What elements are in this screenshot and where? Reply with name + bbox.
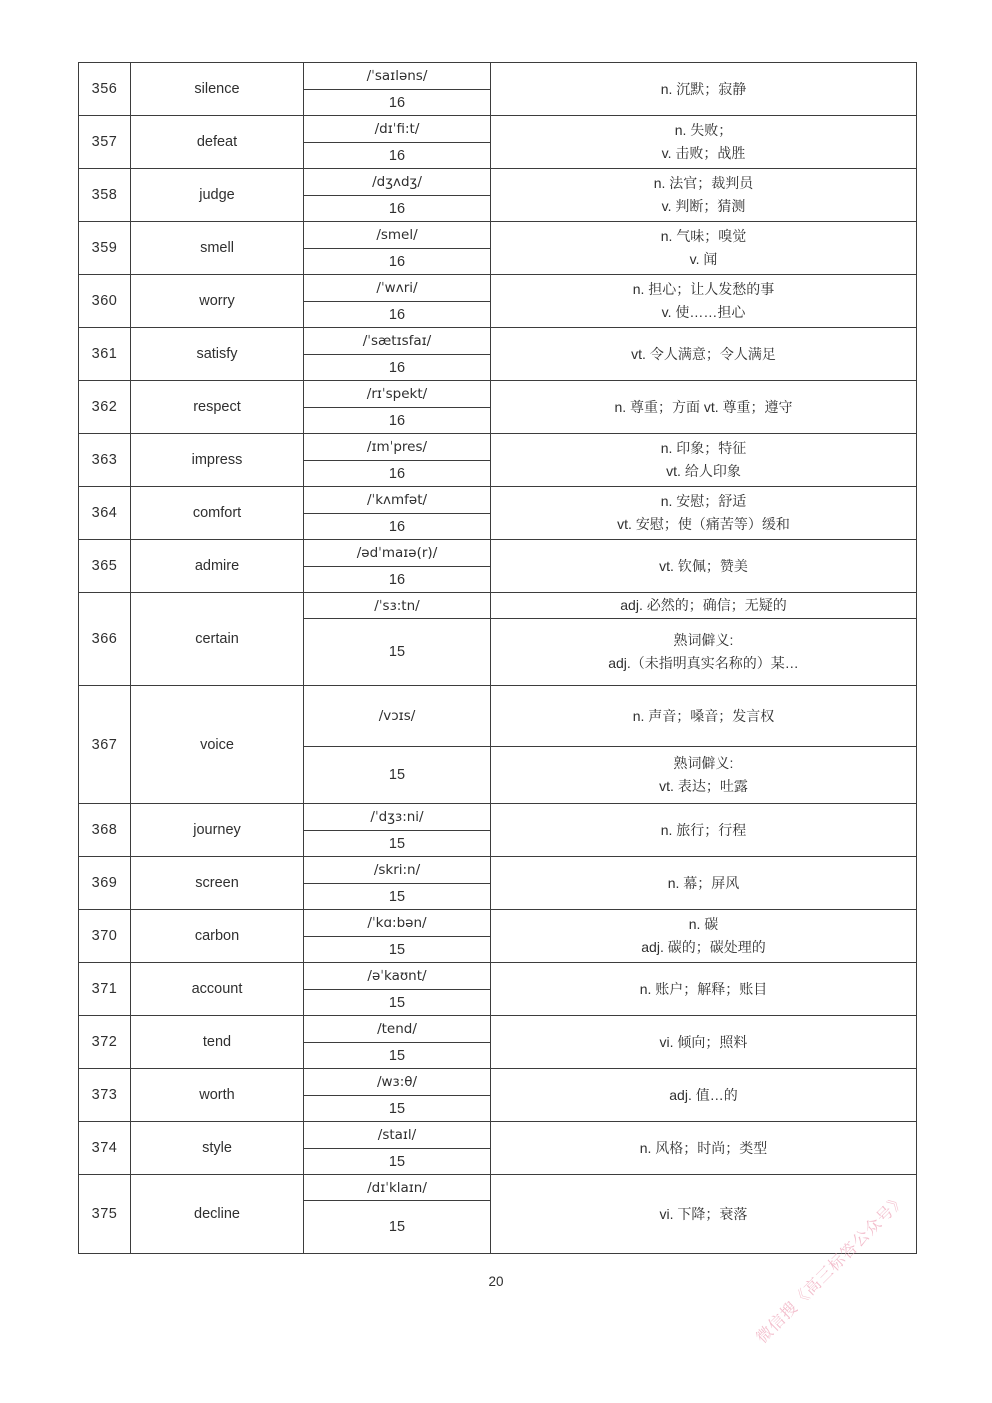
ipa-cell: /əˈkaʊnt/ — [304, 963, 491, 990]
ipa-cell: /tend/ — [304, 1016, 491, 1043]
ipa-cell: /ˈkʌmfət/ — [304, 487, 491, 514]
definition-cell — [491, 1016, 917, 1069]
row-number: 368 — [79, 804, 131, 857]
frequency-cell: 16 — [304, 408, 491, 434]
definition-line: n. 气味；嗅觉 — [660, 228, 747, 244]
definition-line: n. 账户；解释；账目 — [639, 980, 768, 997]
definition-line: v. 判断；猜测 — [661, 198, 746, 214]
frequency-cell: 15 — [304, 747, 491, 804]
definition-line: adj. 必然的；确信；无疑的 — [620, 597, 787, 613]
row-number: 363 — [79, 434, 131, 487]
row-number: 357 — [79, 116, 131, 169]
word-cell: impress — [131, 434, 304, 487]
row-number: 369 — [79, 857, 131, 910]
row-number: 372 — [79, 1016, 131, 1069]
ipa-cell: /ˈsaɪləns/ — [304, 63, 491, 90]
word-cell: defeat — [131, 116, 304, 169]
row-number: 359 — [79, 222, 131, 275]
vocab-row-top — [79, 169, 917, 196]
word-cell: silence — [131, 63, 304, 116]
definition-line: n. 失败； — [674, 122, 733, 138]
vocab-row-top — [79, 963, 917, 990]
vocab-row-top — [79, 116, 917, 143]
row-number: 366 — [79, 593, 131, 686]
definition-cell — [491, 381, 917, 434]
frequency-cell: 16 — [304, 514, 491, 540]
ipa-cell: /ɪmˈpres/ — [304, 434, 491, 461]
row-number: 374 — [79, 1122, 131, 1175]
vocab-row-top — [79, 804, 917, 831]
row-number: 373 — [79, 1069, 131, 1122]
word-cell: comfort — [131, 487, 304, 540]
definition-line: n. 印象；特征 — [660, 440, 747, 456]
ipa-cell: /ədˈmaɪə(r)/ — [304, 540, 491, 567]
definition-cell — [491, 686, 917, 747]
ipa-cell: /staɪl/ — [304, 1122, 491, 1149]
frequency-cell: 16 — [304, 355, 491, 381]
definition-line: v. 使……担心 — [661, 304, 746, 320]
word-cell: decline — [131, 1175, 304, 1254]
vocab-row-top — [79, 222, 917, 249]
vocab-row-top — [79, 434, 917, 461]
row-number: 375 — [79, 1175, 131, 1254]
word-cell: satisfy — [131, 328, 304, 381]
frequency-cell: 15 — [304, 884, 491, 910]
definition-cell — [491, 1122, 917, 1175]
definition-line: adj. 碳的；碳处理的 — [641, 939, 766, 955]
ipa-cell: /ˈkɑ:bən/ — [304, 910, 491, 937]
vocab-row-top — [79, 1069, 917, 1096]
row-number: 370 — [79, 910, 131, 963]
frequency-cell: 16 — [304, 143, 491, 169]
ipa-cell: /dʒʌdʒ/ — [304, 169, 491, 196]
definition-cell — [491, 540, 917, 593]
definition-line: adj.（未指明真实名称的）某… — [608, 655, 799, 671]
row-number: 371 — [79, 963, 131, 1016]
frequency-cell: 15 — [304, 619, 491, 686]
vocab-row-top — [79, 540, 917, 567]
definition-line: n. 碳 — [688, 916, 719, 932]
vocab-row-top — [79, 686, 917, 747]
frequency-cell: 16 — [304, 567, 491, 593]
word-cell: voice — [131, 686, 304, 804]
word-cell: worry — [131, 275, 304, 328]
definition-cell — [491, 63, 917, 116]
definition-line: 熟词僻义: — [673, 755, 734, 771]
frequency-cell: 16 — [304, 90, 491, 116]
word-cell: carbon — [131, 910, 304, 963]
vocab-row-top — [79, 593, 917, 619]
word-cell: worth — [131, 1069, 304, 1122]
definition-line: n. 法官；裁判员 — [653, 175, 754, 191]
page-number: 20 — [488, 1274, 504, 1289]
row-number: 358 — [79, 169, 131, 222]
word-cell: screen — [131, 857, 304, 910]
definition-line: vt. 表达；吐露 — [659, 778, 748, 794]
watermark-text: 微信搜《高三标答公众号》 — [753, 1190, 910, 1347]
definition-cell — [491, 487, 917, 540]
frequency-cell: 16 — [304, 461, 491, 487]
definition-cell — [491, 328, 917, 381]
definition-line: vt. 安慰；使（痛苦等）缓和 — [617, 516, 790, 532]
row-number: 367 — [79, 686, 131, 804]
definition-line: v. 击败；战胜 — [661, 145, 746, 161]
definition-line: vt. 钦佩；赞美 — [659, 557, 748, 574]
definition-cell — [491, 1069, 917, 1122]
ipa-cell: /vɔɪs/ — [304, 686, 491, 747]
ipa-cell: /skri:n/ — [304, 857, 491, 884]
ipa-cell: /smel/ — [304, 222, 491, 249]
ipa-cell: /dɪˈklaɪn/ — [304, 1175, 491, 1201]
definition-cell — [491, 1175, 917, 1254]
vocab-row-top — [79, 328, 917, 355]
definition-line: n. 声音；嗓音；发言权 — [632, 707, 775, 724]
definition-cell — [491, 593, 917, 619]
word-cell: style — [131, 1122, 304, 1175]
vocab-table-body — [79, 63, 917, 1254]
definition-cell — [491, 804, 917, 857]
definition-line: v. 闻 — [689, 251, 718, 267]
definition-cell — [491, 747, 917, 804]
definition-line: n. 担心；让人发愁的事 — [632, 281, 775, 297]
frequency-cell: 15 — [304, 990, 491, 1016]
definition-line: vt. 给人印象 — [666, 463, 741, 479]
definition-cell — [491, 222, 917, 275]
vocab-row-top — [79, 381, 917, 408]
definition-line: n. 安慰；舒适 — [660, 493, 747, 509]
definition-cell — [491, 169, 917, 222]
vocab-row-top — [79, 63, 917, 90]
word-cell: tend — [131, 1016, 304, 1069]
definition-cell — [491, 910, 917, 963]
definition-cell — [491, 857, 917, 910]
frequency-cell: 15 — [304, 1096, 491, 1122]
frequency-cell: 16 — [304, 249, 491, 275]
definition-line: vi. 下降；衰落 — [659, 1205, 748, 1222]
frequency-cell: 16 — [304, 302, 491, 328]
vocab-row-top — [79, 1016, 917, 1043]
frequency-cell: 15 — [304, 1201, 491, 1254]
definition-line: n. 旅行；行程 — [660, 821, 747, 838]
word-cell: admire — [131, 540, 304, 593]
word-cell: certain — [131, 593, 304, 686]
row-number: 360 — [79, 275, 131, 328]
ipa-cell: /rɪˈspekt/ — [304, 381, 491, 408]
vocab-row-top — [79, 275, 917, 302]
word-cell: judge — [131, 169, 304, 222]
definition-line: vt. 令人满意；令人满足 — [631, 345, 776, 362]
row-number: 361 — [79, 328, 131, 381]
frequency-cell: 15 — [304, 1149, 491, 1175]
vocab-table — [78, 62, 917, 1254]
vocab-row-top — [79, 1122, 917, 1149]
definition-line: vi. 倾向；照料 — [659, 1033, 748, 1050]
definition-cell — [491, 116, 917, 169]
vocab-row-top — [79, 487, 917, 514]
definition-cell — [491, 963, 917, 1016]
ipa-cell: /ˈsɜ:tn/ — [304, 593, 491, 619]
definition-line: n. 尊重；方面 vt. 尊重；遵守 — [614, 398, 793, 415]
ipa-cell: /dɪˈfi:t/ — [304, 116, 491, 143]
vocab-row-top — [79, 857, 917, 884]
row-number: 365 — [79, 540, 131, 593]
ipa-cell: /ˈdʒɜ:ni/ — [304, 804, 491, 831]
frequency-cell: 15 — [304, 831, 491, 857]
definition-cell — [491, 275, 917, 328]
ipa-cell: /ˈwʌri/ — [304, 275, 491, 302]
ipa-cell: /ˈsætɪsfaɪ/ — [304, 328, 491, 355]
definition-cell — [491, 434, 917, 487]
frequency-cell: 16 — [304, 196, 491, 222]
vocab-row-top — [79, 1175, 917, 1201]
row-number: 362 — [79, 381, 131, 434]
definition-line: n. 风格；时尚；类型 — [639, 1139, 768, 1156]
frequency-cell: 15 — [304, 1043, 491, 1069]
row-number: 356 — [79, 63, 131, 116]
vocab-row-top — [79, 910, 917, 937]
definition-line: 熟词僻义: — [673, 632, 734, 648]
frequency-cell: 15 — [304, 937, 491, 963]
word-cell: journey — [131, 804, 304, 857]
word-cell: respect — [131, 381, 304, 434]
word-cell: account — [131, 963, 304, 1016]
ipa-cell: /wɜ:θ/ — [304, 1069, 491, 1096]
definition-line: adj. 值…的 — [669, 1086, 738, 1103]
definition-line: n. 沉默；寂静 — [660, 80, 747, 97]
row-number: 364 — [79, 487, 131, 540]
definition-line: n. 幕；屏风 — [667, 874, 740, 891]
definition-cell — [491, 619, 917, 686]
word-cell: smell — [131, 222, 304, 275]
